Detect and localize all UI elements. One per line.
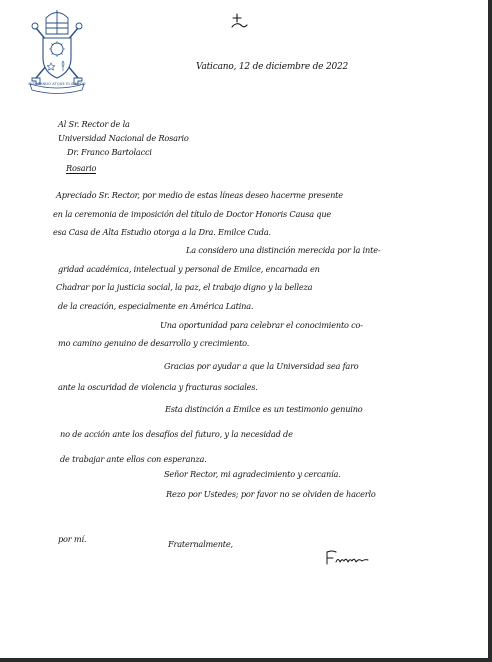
recipient-line: Rosario xyxy=(66,163,97,173)
body-line: Rezo por Ustedes; por favor no se olviden de hacerlo xyxy=(166,489,376,499)
body-line: esa Casa de Alta Estudio otorga a la Dra. Emilce Cuda. xyxy=(53,227,271,237)
body-line: de trabajar ante ellos con esperanza. xyxy=(60,454,207,464)
body-line: Una oportunidad para celebrar el conocimiento co- xyxy=(160,320,363,330)
recipient-line: Dr. Franco Bartolacci xyxy=(67,147,152,157)
body-line: Señor Rector, mi agradecimiento y cercanía. xyxy=(164,469,341,479)
closing: Fraternalmente, xyxy=(168,539,233,549)
body-line: gridad académica, intelectual y personal de Emilce, encarnada en xyxy=(58,264,320,274)
cross-mark-icon xyxy=(229,13,249,29)
body-line: Apreciado Sr. Rector, por medio de estas líneas deseo hacerme presente xyxy=(56,190,343,200)
recipient-line: Al Sr. Rector de la xyxy=(58,119,130,129)
body-line: mo camino genuino de desarrollo y crecimiento. xyxy=(58,338,250,348)
body-line: en la ceremonia de imposición del título de Doctor Honoris Causa que xyxy=(53,209,332,219)
body-line: Chadrar por la justicia social, la paz, el trabajo digno y la belleza xyxy=(56,282,313,292)
body-line: Esta distinción a Emilce es un testimonio genuino xyxy=(165,404,363,414)
body-line: no de acción ante los desafíos del futuro, y la necesidad de xyxy=(60,429,293,439)
place-date: Vaticano, 12 de diciembre de 2022 xyxy=(196,62,349,72)
body-line: ante la oscuridad de violencia y fracturas sociales. xyxy=(58,382,258,392)
body-line: La considero una distinción merecida por la inte- xyxy=(186,245,381,255)
handwritten-signature xyxy=(324,548,370,568)
papal-coat-of-arms-icon xyxy=(22,6,92,94)
crest-motto: MISERANDO ATQUE ELIGENDO xyxy=(28,82,86,86)
postscript: por mí. xyxy=(58,534,87,544)
body-line: Gracias por ayudar a que la Universidad sea faro xyxy=(164,361,359,371)
recipient-line: Universidad Nacional de Rosario xyxy=(58,133,189,143)
body-line: de la creación, especialmente en América Latina. xyxy=(58,301,254,311)
